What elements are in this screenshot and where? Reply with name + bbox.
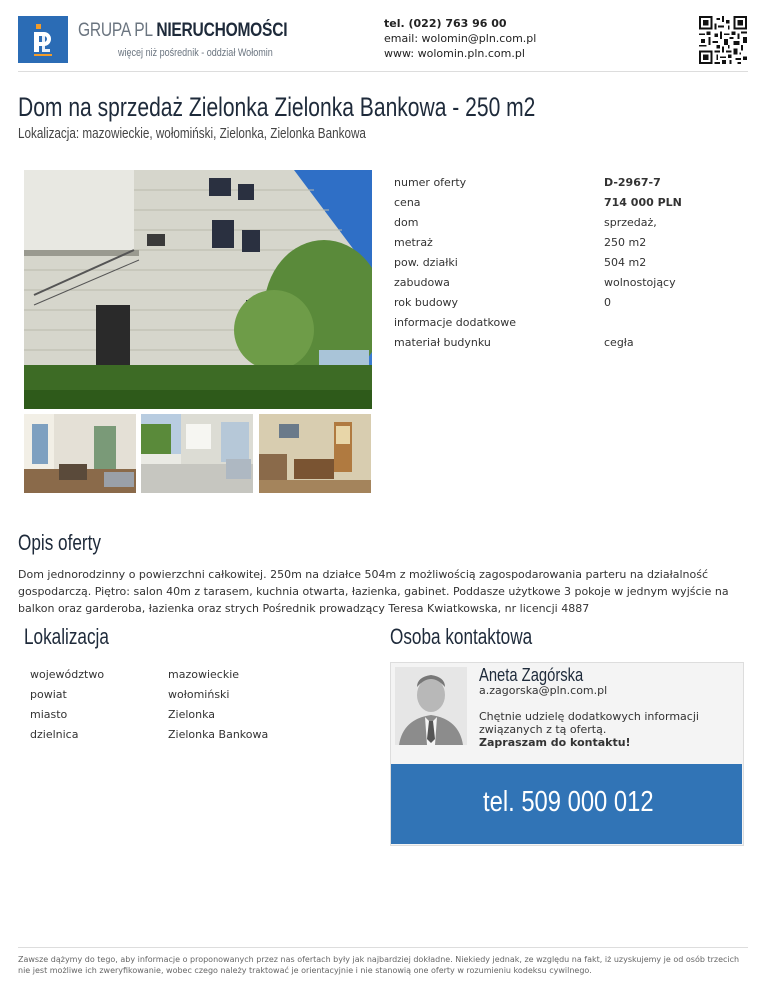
person-avatar-icon: [395, 667, 467, 745]
detail-value: cegła: [604, 335, 634, 349]
agent-note-cta: Zapraszam do kontaktu!: [479, 736, 631, 749]
detail-row: [394, 332, 754, 352]
location-row: [30, 704, 268, 724]
detail-value: 714 000 PLN: [604, 195, 682, 209]
contact-heading: Osoba kontaktowa: [390, 624, 533, 649]
location-value: Zielonka Bankowa: [168, 727, 269, 741]
location-label: dzielnica: [30, 727, 79, 741]
detail-row: [394, 212, 754, 232]
detail-value: wolnostojący: [604, 275, 676, 289]
detail-row: [394, 292, 754, 312]
main-house-photo[interactable]: [24, 170, 372, 409]
detail-value: 250 m2: [604, 235, 647, 249]
listing-title: Dom na sprzedaż Zielonka Zielonka Bankowa - 250 m2: [18, 92, 536, 122]
detail-label: materiał budynku: [394, 335, 491, 349]
detail-row: [394, 232, 754, 252]
detail-label: informacje dodatkowe: [394, 315, 517, 329]
thumbnail-terrace[interactable]: [141, 414, 253, 493]
agency-phone[interactable]: tel. (022) 763 96 00: [384, 17, 507, 30]
detail-label: metraż: [394, 235, 433, 249]
offer-details-table: [394, 172, 754, 352]
footer-divider: [18, 947, 748, 948]
agent-email[interactable]: a.zagorska@pln.com.pl: [479, 684, 608, 697]
agent-phone[interactable]: tel. 509 000 012: [483, 786, 654, 818]
detail-value: 0: [604, 295, 611, 309]
detail-row: [394, 312, 754, 332]
description-text: Dom jednorodzinny o powierzchni całkowitej. 250m na działce 504m z możliwością zagospodarowania parteru na działalność gospodarczą. Piętro: salon 40m z tarasem, kuchnia otwarta, łazienka, gabinet. Poddasze użytkowe 3 pokoje w jednym wyjście na balkon oraz garderoba, łazienka oraz strych Pośrednik prowadzący Teresa Kwiatkowska, nr licencji 4887: [18, 568, 729, 615]
location-heading: Lokalizacja: [24, 624, 109, 649]
footer-disclaimer: Zawsze dążymy do tego, aby informacje o proponowanych przez nas ofertach były jak najbardziej dokładne. Niekiedy jednak, ze względu na fakt, iż uzyskujemy je od osób trzecich nie jest możliwe ich zweryfikowanie, wobec czego należy traktować je orientacyjnie i nie stanowią one oferty w rozumieniu kodeksu cywilnego.: [18, 955, 740, 975]
location-table: [30, 664, 268, 744]
thumbnail-dining-room[interactable]: [259, 414, 371, 493]
brand-name: GRUPA PL NIERUCHOMOŚCI: [78, 20, 288, 41]
agency-contact: [384, 16, 536, 61]
location-row: [30, 664, 268, 684]
location-label: miasto: [30, 707, 68, 721]
agency-email[interactable]: email: wolomin@pln.com.pl: [384, 32, 537, 45]
location-row: [30, 684, 268, 704]
location-value: mazowieckie: [168, 667, 240, 681]
listing-location-line: Lokalizacja: mazowieckie, wołomiński, Zielonka, Zielonka Bankowa: [18, 125, 366, 142]
location-label: województwo: [30, 667, 105, 681]
location-value: Zielonka: [168, 707, 216, 721]
thumbnail-living-room[interactable]: [24, 414, 136, 493]
detail-label: rok budowy: [394, 295, 459, 309]
location-label: powiat: [30, 687, 67, 701]
detail-row: [394, 192, 754, 212]
detail-value: sprzedaż,: [604, 215, 657, 229]
location-value: wołomiński: [168, 687, 230, 701]
company-logo-icon[interactable]: [18, 16, 68, 63]
detail-label: pow. działki: [394, 255, 458, 269]
description-heading: Opis oferty: [18, 530, 101, 555]
detail-label: numer oferty: [394, 175, 467, 189]
qr-code-icon: [698, 16, 748, 64]
detail-label: dom: [394, 215, 419, 229]
detail-label: zabudowa: [394, 275, 450, 289]
detail-value: 504 m2: [604, 255, 647, 269]
detail-row: [394, 252, 754, 272]
detail-row: [394, 172, 754, 192]
header-divider: [18, 71, 748, 72]
agency-website[interactable]: www: wolomin.pln.com.pl: [384, 47, 525, 60]
detail-row: [394, 272, 754, 292]
location-row: [30, 724, 268, 744]
agent-name: Aneta Zagórska: [479, 665, 584, 685]
brand-tagline: więcej niż pośrednik - oddział Wołomin: [118, 47, 273, 59]
detail-label: cena: [394, 195, 421, 209]
agent-note: Chętnie udzielę dodatkowych informacji związanych z tą ofertą. Zapraszam do kontaktu!: [479, 710, 729, 749]
detail-value: D-2967-7: [604, 175, 661, 189]
